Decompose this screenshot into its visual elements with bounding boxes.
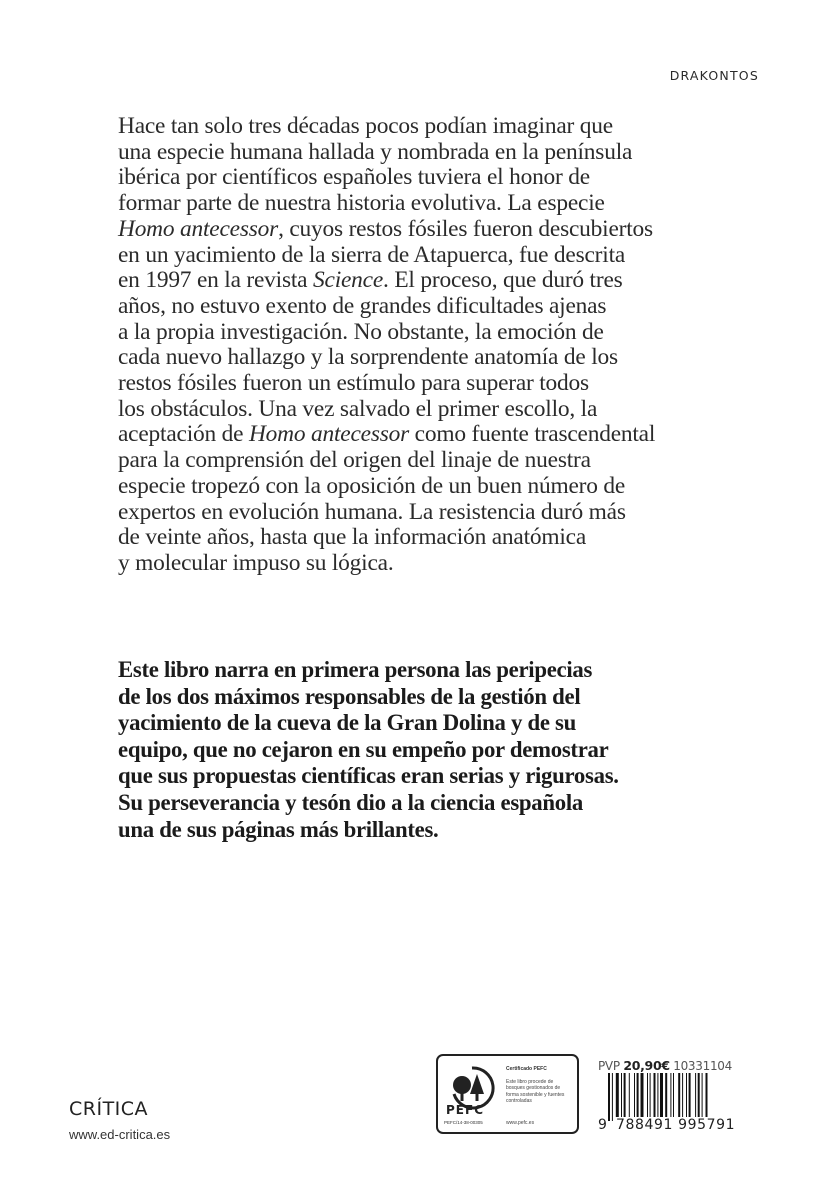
synopsis-line [118, 345, 718, 371]
text-run: . El proceso, que duró tres [383, 267, 623, 294]
barcode-bar [689, 1073, 691, 1121]
price-amount: 20,90€ [623, 1058, 670, 1073]
publisher-website[interactable]: www.ed-critica.es [69, 1127, 171, 1142]
barcode-bar [612, 1073, 613, 1121]
pefc-certification-box [436, 1054, 579, 1134]
synopsis-paragraph [118, 114, 718, 577]
barcode-bar [673, 1073, 674, 1121]
italic-term: Homo antecessor [118, 215, 279, 242]
barcode-bar [616, 1073, 619, 1121]
barcode-bar [641, 1073, 644, 1121]
text-run: una especie humana hallada y nombrada en la península [118, 138, 633, 165]
publisher-logo: CRÍTICA [69, 1098, 149, 1120]
barcode-bar [686, 1073, 687, 1121]
pefc-code: PEFC/14-38-00305 [444, 1120, 483, 1125]
barcode-bar [670, 1073, 671, 1121]
barcode-bar [682, 1073, 683, 1121]
text-run: y molecular impuso su lógica. [118, 549, 394, 576]
barcode-bars [608, 1073, 738, 1121]
pefc-wordmark: PEFC [446, 1103, 484, 1117]
isbn-first-digit: 9 [598, 1117, 607, 1133]
synopsis-line [118, 422, 718, 448]
barcode-bar [695, 1073, 696, 1121]
synopsis-line [118, 397, 718, 423]
text-run: especie tropezó con la oposición de un buen número de [118, 472, 626, 499]
highlight-line: Su perseverancia y tesón dio a la ciencia española [118, 789, 583, 815]
text-run: a la propia investigación. No obstante, la emoción de [118, 318, 604, 345]
highlight-line: Este libro narra en primera persona las peripecias [118, 657, 593, 682]
synopsis-line [118, 165, 718, 191]
synopsis-line [118, 243, 718, 269]
text-run: en 1997 en la revista [118, 267, 314, 294]
highlight-line: que sus propuestas científicas eran serias y rigurosas. [118, 763, 619, 789]
pefc-title: Certificado PEFC [506, 1066, 547, 1072]
synopsis-line [118, 551, 718, 577]
italic-term: Science [313, 267, 384, 294]
text-run: cada nuevo hallazgo y la sorprendente anatomía de los [118, 344, 618, 371]
barcode-bar [654, 1073, 656, 1121]
synopsis-line [118, 140, 718, 166]
text-run: Hace tan solo tres décadas pocos podían imaginar que [118, 113, 613, 139]
text-run: en un yacimiento de la sierra de Atapuerca, fue descrita [118, 241, 626, 268]
synopsis-line [118, 474, 718, 500]
pefc-description: Este libro procede de bosques gestionados de forma sostenible y fuentes controladas [506, 1079, 565, 1104]
synopsis-line [118, 500, 718, 526]
text-run: para la comprensión del origen del linaje de nuestra [118, 447, 591, 474]
highlight-line: una de sus páginas más brillantes. [118, 816, 439, 842]
barcode-bar [665, 1073, 667, 1121]
synopsis-line [118, 448, 718, 474]
text-run: como fuente trascendental [409, 421, 656, 448]
italic-term: Homo antecessor [248, 421, 410, 448]
barcode-bar [678, 1073, 680, 1121]
barcode-bar [647, 1073, 648, 1121]
synopsis-line [118, 320, 718, 346]
highlight-paragraph [118, 657, 718, 843]
barcode-bar [702, 1073, 703, 1121]
synopsis-line [118, 294, 718, 320]
barcode-bar [629, 1073, 630, 1121]
synopsis-line [118, 268, 718, 294]
pefc-url: www.pefc.es [506, 1120, 535, 1126]
text-run: restos fósiles fueron un estímulo para superar todos [118, 370, 589, 397]
barcode-bar [698, 1073, 700, 1121]
text-run: años, no estuvo exento de grandes dificultades ajenas [118, 292, 607, 319]
barcode-block [598, 1058, 740, 1136]
product-code: 10331104 [673, 1059, 732, 1073]
barcode-bar [657, 1073, 658, 1121]
barcode-bar [608, 1073, 610, 1121]
highlight-line: equipo, que no cejaron en su empeño por demostrar [118, 736, 609, 762]
text-run: aceptación de [118, 421, 249, 448]
synopsis-line [118, 114, 718, 140]
barcode-bar [706, 1073, 708, 1121]
highlight-line: de los dos máximos responsables de la gestión del [118, 683, 581, 709]
text-run: expertos en evolución humana. La resistencia duró más [118, 498, 626, 525]
barcode-bar [634, 1073, 635, 1121]
text-run: , cuyos restos fósiles fueron descubiertos [278, 215, 653, 242]
barcode-bar [660, 1073, 663, 1121]
synopsis-line [118, 525, 718, 551]
barcode-bar [637, 1073, 639, 1121]
price-label: PVP [598, 1059, 620, 1073]
barcode-bar [624, 1073, 626, 1121]
barcode-bar [650, 1073, 651, 1121]
text-run: ibérica por científicos españoles tuviera el honor de [118, 164, 590, 191]
barcode-bar [621, 1073, 622, 1121]
isbn-digits: 788491 995791 [616, 1117, 736, 1133]
price-row [598, 1058, 732, 1073]
series-name: DRAKONTOS [669, 68, 759, 83]
synopsis-line [118, 371, 718, 397]
synopsis-line [118, 191, 718, 217]
synopsis-line [118, 217, 718, 243]
highlight-line: yacimiento de la cueva de la Gran Dolina y de su [118, 710, 577, 736]
text-run: formar parte de nuestra historia evolutiva. La especie [118, 190, 605, 217]
text-run: los obstáculos. Una vez salvado el primer escollo, la [118, 395, 598, 422]
text-run: de veinte años, hasta que la información anatómica [118, 524, 587, 551]
